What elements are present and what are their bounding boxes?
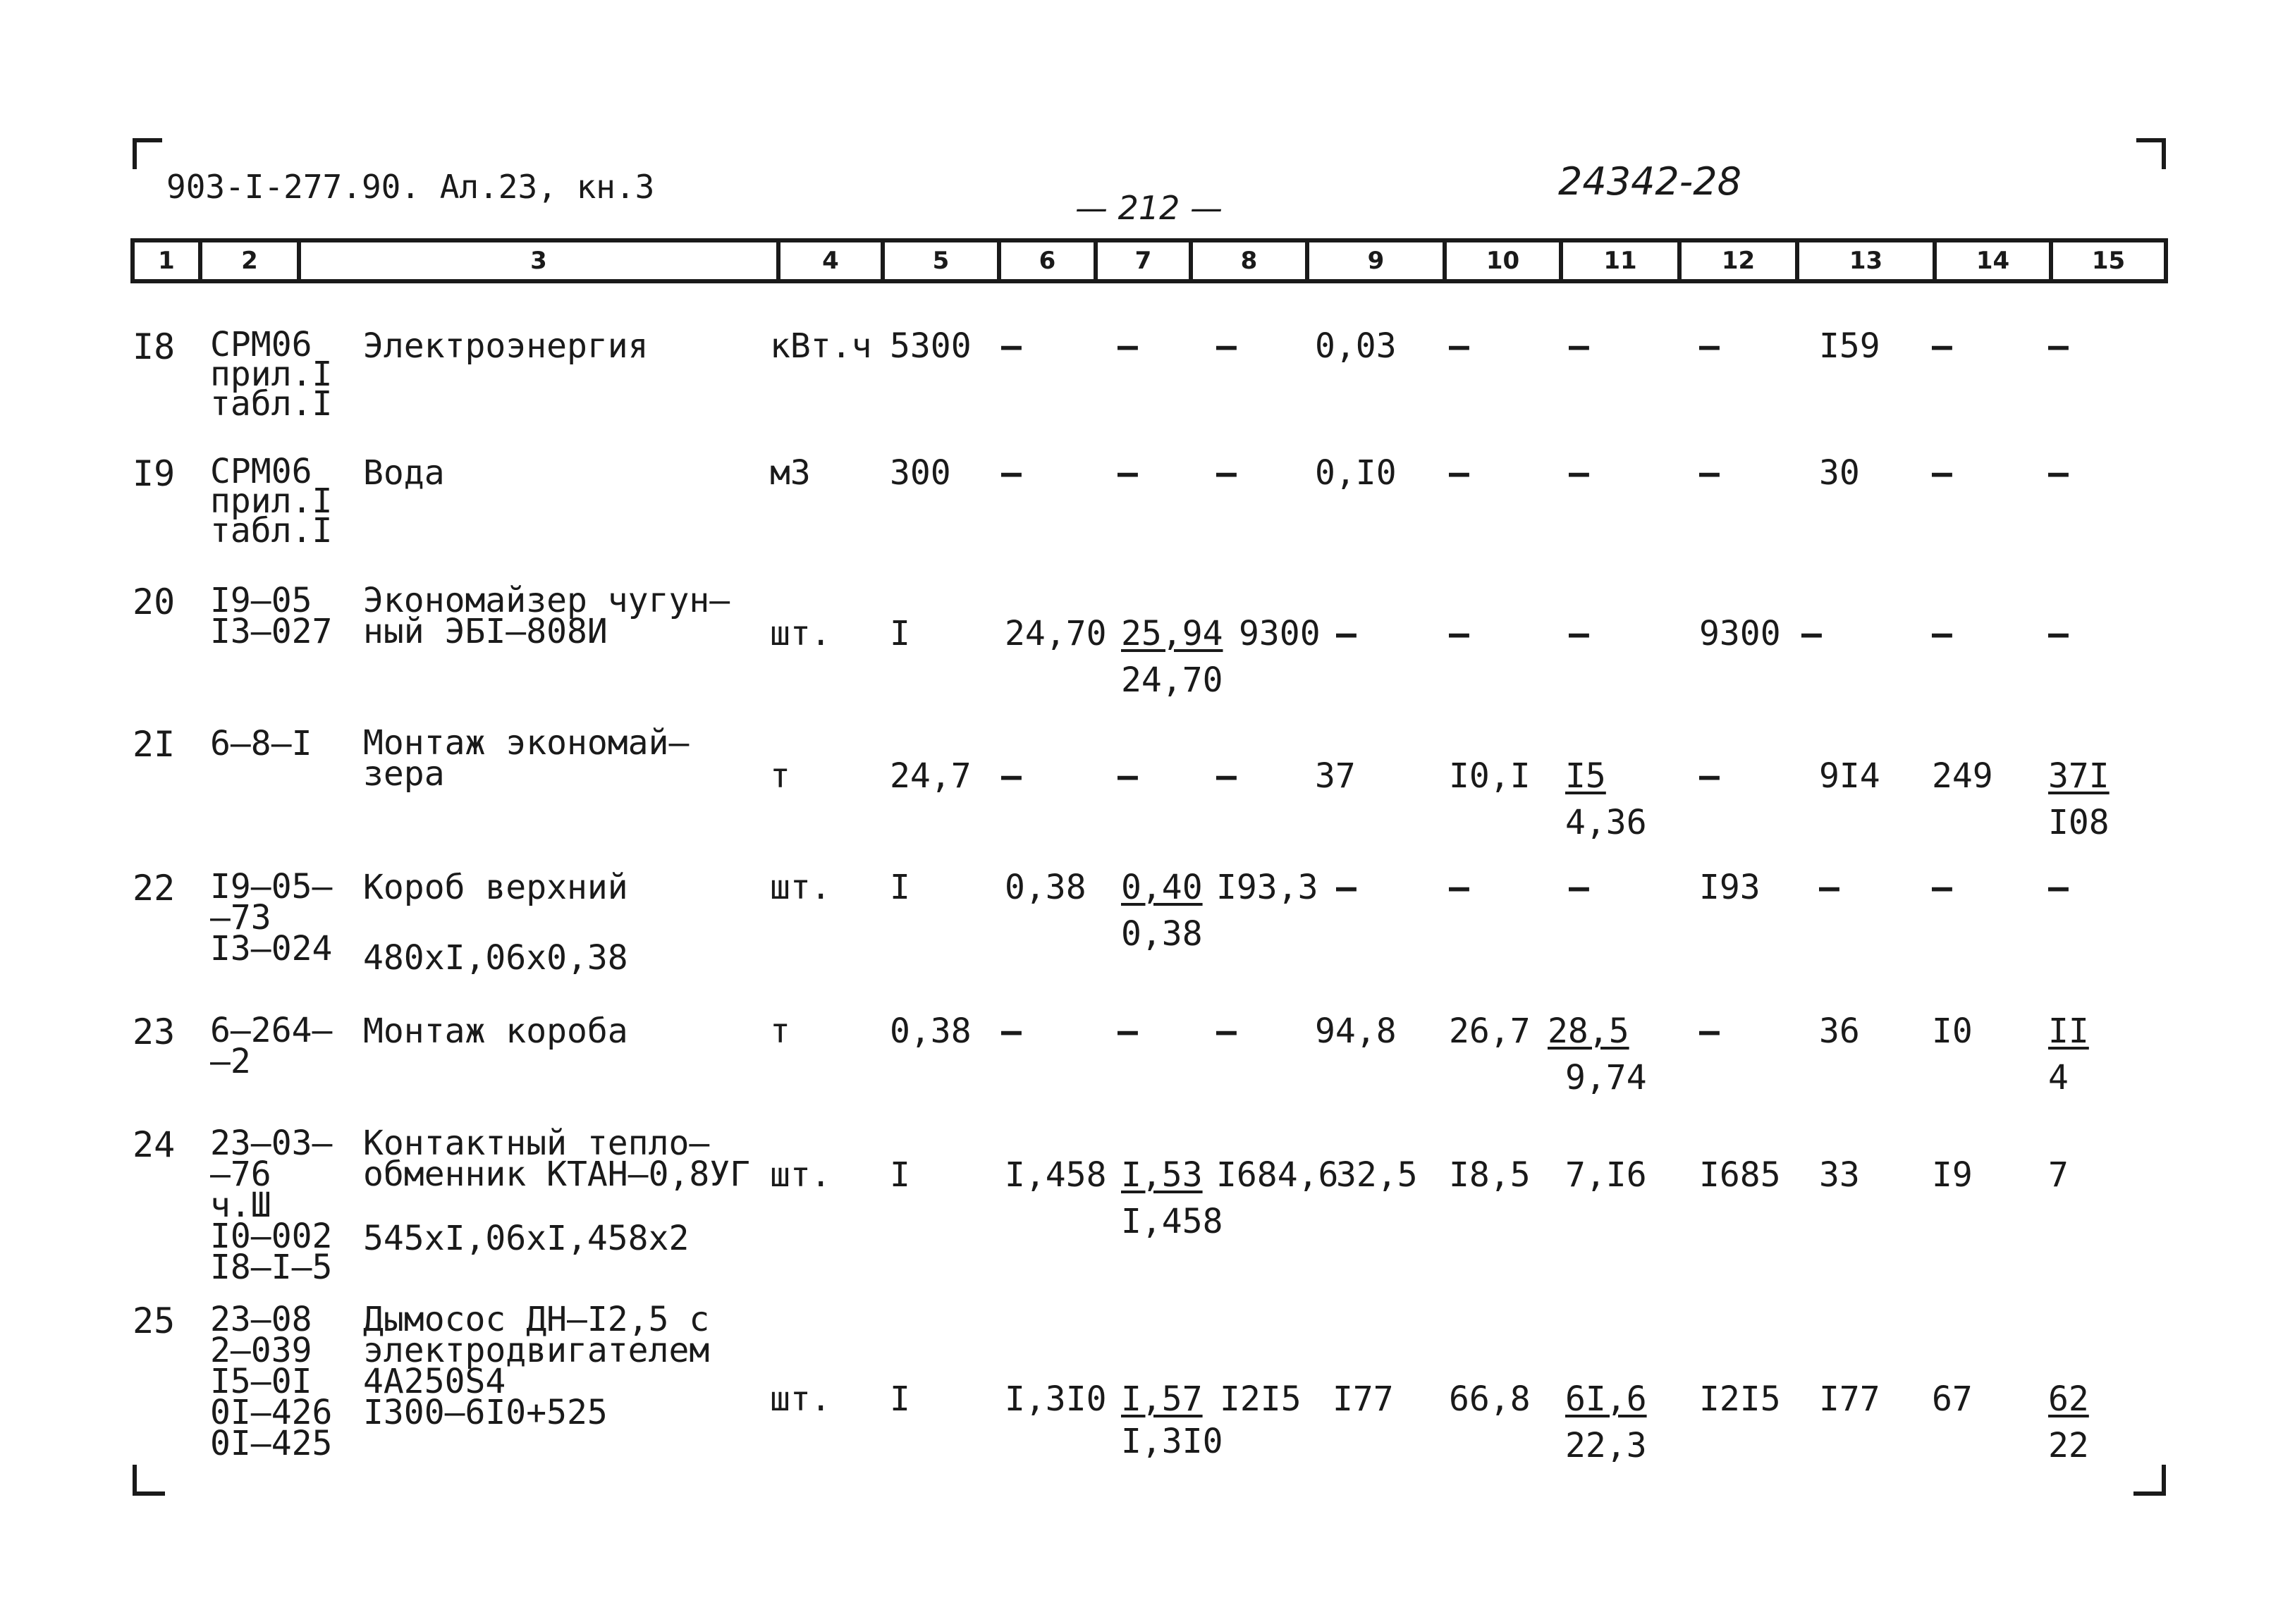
col7-value: I,57 (1121, 1379, 1203, 1419)
column-number: 14 (1933, 242, 2049, 279)
quantity: 24,7 (890, 756, 972, 796)
col15-value: – (2048, 453, 2069, 493)
col8-value: I2I5 (1220, 1379, 1302, 1419)
col15-value: – (2048, 326, 2069, 366)
col15-value: 62 (2048, 1379, 2089, 1419)
col6-value: 0,38 (1005, 868, 1086, 907)
col6-value: – (1001, 326, 1022, 366)
col10-value: 26,7 (1449, 1011, 1531, 1051)
col13-value: I77 (1819, 1379, 1880, 1419)
col9-value: 0,03 (1315, 326, 1397, 366)
col9-value: – (1336, 868, 1357, 907)
col13-value: 30 (1819, 453, 1860, 493)
col14-value: I0 (1932, 1011, 1973, 1051)
item-name: Короб верхний (363, 868, 628, 907)
col10-value: – (1449, 614, 1469, 653)
col15-value: – (2048, 614, 2069, 653)
col6-value: – (1001, 1011, 1022, 1051)
col7-value: – (1118, 1011, 1138, 1051)
quantity: 300 (890, 453, 951, 493)
col11-value: – (1569, 868, 1589, 907)
norm-code: 23–08 2–039 I5–0I 0I–426 0I–425 (210, 1300, 333, 1463)
column-number: 13 (1795, 242, 1933, 279)
col14-value: – (1932, 868, 1952, 907)
col12-value: – (1699, 453, 1720, 493)
item-name: Дымосос ДН–I2,5 с электродвигателем 4A250S4 I300–6I0+525 (363, 1300, 710, 1432)
col12-value: I685 (1699, 1155, 1781, 1195)
col15-value: 37I (2048, 756, 2110, 796)
quantity: I (890, 614, 910, 653)
col14-value: 249 (1932, 756, 1993, 796)
col8-value: – (1216, 756, 1237, 796)
column-number: 12 (1677, 242, 1795, 279)
column-number: 8 (1189, 242, 1305, 279)
col8-value: 9300 (1239, 614, 1321, 653)
column-number: 15 (2049, 242, 2164, 279)
col11-value: I5 (1565, 756, 1606, 796)
col10-value: 66,8 (1449, 1379, 1531, 1419)
col15-value-lower: 22 (2048, 1426, 2089, 1465)
row-number: I9 (133, 453, 176, 494)
col6-value: 24,70 (1005, 614, 1107, 653)
col9-value: 32,5 (1336, 1155, 1418, 1195)
row-number: I8 (133, 326, 176, 367)
item-dimensions: 545хI,06хI,458х2 (363, 1219, 690, 1258)
col15-value-lower: I08 (2048, 803, 2110, 842)
unit: т (770, 1011, 790, 1051)
column-number: 4 (776, 242, 881, 279)
col7-value: 0,40 (1121, 868, 1203, 907)
col8-value: I684,6 (1216, 1155, 1339, 1195)
norm-code: CPM06 прил.I табл.I (210, 325, 333, 424)
column-number: 9 (1305, 242, 1443, 279)
col14-value: – (1932, 326, 1952, 366)
unit: кВт.ч (770, 326, 872, 366)
item-name: Экономайзер чугун– ный ЭБI–808И (363, 581, 730, 651)
col13-value: 9I4 (1819, 756, 1880, 796)
row-number: 22 (133, 868, 176, 909)
quantity: I (890, 1155, 910, 1195)
col7-value-lower: I,3I0 (1121, 1422, 1223, 1461)
col10-value: I0,I (1449, 756, 1531, 796)
col6-value: – (1001, 453, 1022, 493)
col11-value-lower: 4,36 (1565, 803, 1647, 842)
item-name: Монтаж короба (363, 1011, 628, 1051)
norm-code: CPM06 прил.I табл.I (210, 452, 333, 550)
item-name: Контактный тепло– обменник КТАН–0,8УГ (363, 1124, 751, 1194)
unit: шт. (770, 1379, 831, 1419)
col7-value: – (1118, 326, 1138, 366)
col11-value: – (1569, 326, 1589, 366)
col13-value: I59 (1819, 326, 1880, 366)
document-code: 903-I-277.90. Ал.23, кн.3 (166, 168, 655, 206)
archive-number: 24342-28 (1558, 159, 1741, 204)
col8-value: I93,3 (1216, 868, 1318, 907)
column-number: 2 (198, 242, 297, 279)
row-number: 25 (133, 1300, 176, 1341)
col10-value: – (1449, 868, 1469, 907)
col12-value: – (1699, 756, 1720, 796)
col9-value: – (1336, 614, 1357, 653)
col13-value: – (1801, 614, 1822, 653)
col11-value: 28,5 (1548, 1011, 1629, 1051)
col6-value: I,3I0 (1005, 1379, 1107, 1419)
col12-value: – (1699, 1011, 1720, 1051)
column-number: 6 (997, 242, 1094, 279)
norm-code: I9–05 I3–027 (210, 581, 333, 651)
col14-value: I9 (1932, 1155, 1973, 1195)
corner-mark-top-left (133, 138, 162, 169)
col7-value-lower: I,458 (1121, 1202, 1223, 1241)
column-number: 5 (881, 242, 997, 279)
col15-value-lower: 4 (2048, 1058, 2069, 1097)
col14-value: – (1932, 614, 1952, 653)
norm-code: 23–03– –76 ч.Ш I0–002 I8–I–5 (210, 1124, 333, 1287)
col7-value-lower: 0,38 (1121, 914, 1203, 954)
row-number: 23 (133, 1011, 176, 1052)
column-number-header (130, 238, 2168, 283)
col7-value: 25,94 (1121, 614, 1223, 653)
unit: т (770, 756, 790, 796)
col12-value: – (1699, 326, 1720, 366)
col15-value: 7 (2048, 1155, 2069, 1195)
col8-value: – (1216, 326, 1237, 366)
col13-value: – (1819, 868, 1839, 907)
norm-code: I9–05– –73 I3–024 (210, 867, 333, 968)
col9-value: 0,I0 (1315, 453, 1397, 493)
unit: шт. (770, 868, 831, 907)
col11-value: – (1569, 453, 1589, 493)
column-number: 1 (158, 247, 175, 275)
row-number: 20 (133, 582, 176, 622)
quantity: I (890, 868, 910, 907)
quantity: I (890, 1379, 910, 1419)
col10-value: – (1449, 326, 1469, 366)
col8-value: – (1216, 453, 1237, 493)
col9-value: I77 (1333, 1379, 1394, 1419)
col7-value: I,53 (1121, 1155, 1203, 1195)
item-name: Монтаж экономай– зера (363, 723, 690, 794)
col12-value: I93 (1699, 868, 1761, 907)
col14-value: 67 (1932, 1379, 1973, 1419)
col6-value: – (1001, 756, 1022, 796)
corner-mark-bottom-left (133, 1465, 165, 1496)
column-number: 11 (1559, 242, 1677, 279)
col15-value: – (2048, 868, 2069, 907)
corner-mark-bottom-right (2133, 1465, 2166, 1496)
col11-value: – (1569, 614, 1589, 653)
col9-value: 37 (1315, 756, 1356, 796)
unit: шт. (770, 1155, 831, 1195)
item-name: Вода (363, 453, 445, 493)
col15-value: II (2048, 1011, 2089, 1051)
col11-value: 6I,6 (1565, 1379, 1647, 1419)
col7-value: – (1118, 453, 1138, 493)
col12-value: I2I5 (1699, 1379, 1781, 1419)
col11-value: 7,I6 (1565, 1155, 1647, 1195)
col12-value: 9300 (1699, 614, 1781, 653)
col10-value: – (1449, 453, 1469, 493)
norm-code: 6–8–I (210, 724, 312, 763)
col11-value-lower: 9,74 (1565, 1058, 1647, 1097)
col11-value-lower: 22,3 (1565, 1426, 1647, 1465)
item-dimensions: 480хI,06х0,38 (363, 938, 628, 978)
col8-value: – (1216, 1011, 1237, 1051)
quantity: 0,38 (890, 1011, 972, 1051)
col7-value: – (1118, 756, 1138, 796)
item-name: Электроэнергия (363, 326, 649, 366)
column-number: 7 (1094, 242, 1189, 279)
column-number: 10 (1443, 242, 1559, 279)
column-number: 3 (297, 242, 776, 279)
unit: м3 (770, 453, 811, 493)
col10-value: I8,5 (1449, 1155, 1531, 1195)
col13-value: 36 (1819, 1011, 1860, 1051)
corner-mark-top-right (2136, 138, 2166, 169)
col13-value: 33 (1819, 1155, 1860, 1195)
col7-value-lower: 24,70 (1121, 660, 1223, 700)
quantity: 5300 (890, 326, 972, 366)
col14-value: – (1932, 453, 1952, 493)
row-number: 24 (133, 1124, 176, 1165)
page-number: — 212 — (1075, 189, 1223, 227)
unit: шт. (770, 614, 831, 653)
row-number: 2I (133, 724, 176, 765)
norm-code: 6–264– –2 (210, 1011, 333, 1081)
col9-value: 94,8 (1315, 1011, 1397, 1051)
col6-value: I,458 (1005, 1155, 1107, 1195)
